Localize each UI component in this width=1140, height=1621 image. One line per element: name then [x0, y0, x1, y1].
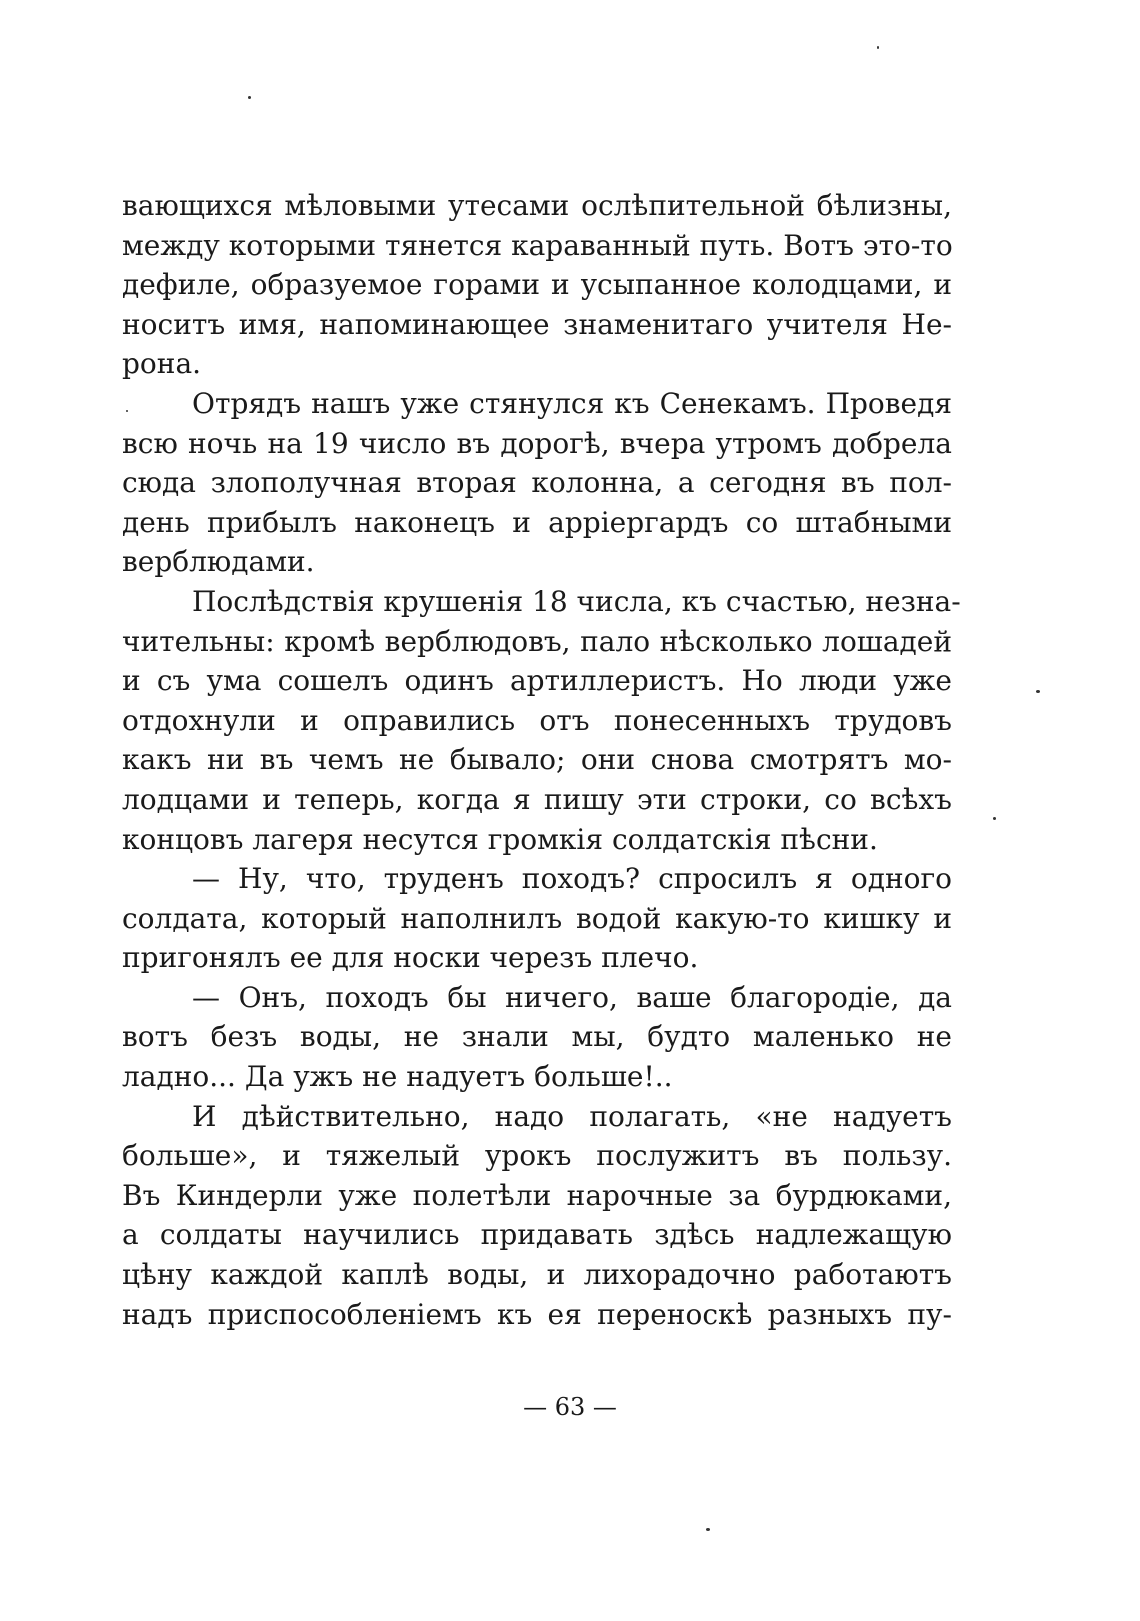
text-line: Въ Киндерли уже полетѣли нарочные за бурдюками, [122, 1178, 952, 1212]
paragraph [122, 384, 952, 582]
paragraph [122, 186, 952, 384]
text-line: день прибылъ наконецъ и арріергардъ со штабными [122, 505, 952, 539]
text-line: И дѣйствительно, надо полагать, «не надуетъ [192, 1099, 952, 1133]
scan-speck [877, 46, 879, 49]
text-line: вающихся мѣловыми утесами ослѣпительной бѣлизны, [122, 189, 952, 222]
text-line: надъ приспособленіемъ къ ея переноскѣ разныхъ пу- [122, 1297, 952, 1331]
scan-speck [706, 1528, 710, 1531]
text-line: Отрядъ нашъ уже стянулся къ Сенекамъ. Проведя [192, 386, 952, 420]
paragraph [122, 978, 952, 1097]
text-line: чительны: кромѣ верблюдовъ, пало нѣсколько лошадей [122, 624, 952, 658]
text-line: между которыми тянется караванный путь. Вотъ это-то [122, 228, 953, 262]
scan-speck [1036, 690, 1040, 693]
text-line: какъ ни въ чемъ не бывало; они снова смотрятъ мо- [122, 743, 952, 777]
text-line: ладно... Да ужъ не надуетъ больше!.. [122, 1060, 673, 1094]
scan-speck [126, 410, 128, 412]
text-line: больше», и тяжелый урокъ послужитъ въ пользу. [122, 1139, 952, 1173]
text-line: дефиле, образуемое горами и усыпанное колодцами, и [122, 268, 952, 302]
text-line: Послѣдствія крушенія 18 числа, къ счастью, незна- [192, 584, 961, 618]
text-line: цѣну каждой каплѣ воды, и лихорадочно работаютъ [122, 1258, 952, 1292]
text-line: рона. [122, 347, 202, 381]
text-line: концовъ лагеря несутся громкія солдатскія пѣсни. [122, 822, 878, 856]
paragraph [122, 582, 961, 859]
text-line: вотъ безъ воды, не знали мы, будто маленько не [122, 1020, 952, 1054]
text-line: а солдаты научились придавать здѣсь надлежащую [122, 1218, 952, 1252]
page-text [122, 186, 961, 1334]
text-line: лодцами и теперь, когда я пишу эти строки, со всѣхъ [122, 782, 952, 816]
paragraph [122, 859, 952, 978]
text-line: отдохнули и оправились отъ понесенныхъ трудовъ [122, 703, 952, 737]
text-line: верблюдами. [122, 545, 315, 579]
scan-speck [993, 817, 996, 820]
text-line: пригонялъ ее для носки черезъ плечо. [122, 941, 699, 975]
text-line: — Ну, что, труденъ походъ? спросилъ я одного [192, 862, 952, 896]
text-line: — Онъ, походъ бы ничего, ваше благородіе, да [192, 980, 952, 1014]
scan-speck [248, 96, 251, 99]
text-line: всю ночь на 19 число въ дорогѣ, вчера утромъ добрела [122, 426, 952, 460]
page-number: — 63 — [523, 1393, 617, 1421]
paragraph [122, 1097, 952, 1335]
text-line: солдата, который наполнилъ водой какую-то кишку и [122, 901, 952, 935]
text-line: и съ ума сошелъ одинъ артиллеристъ. Но люди уже [122, 664, 952, 698]
text-line: носитъ имя, напоминающее знаменитаго учителя Не- [122, 307, 952, 341]
text-line: сюда злополучная вторая колонна, а сегодня въ пол- [122, 466, 952, 500]
